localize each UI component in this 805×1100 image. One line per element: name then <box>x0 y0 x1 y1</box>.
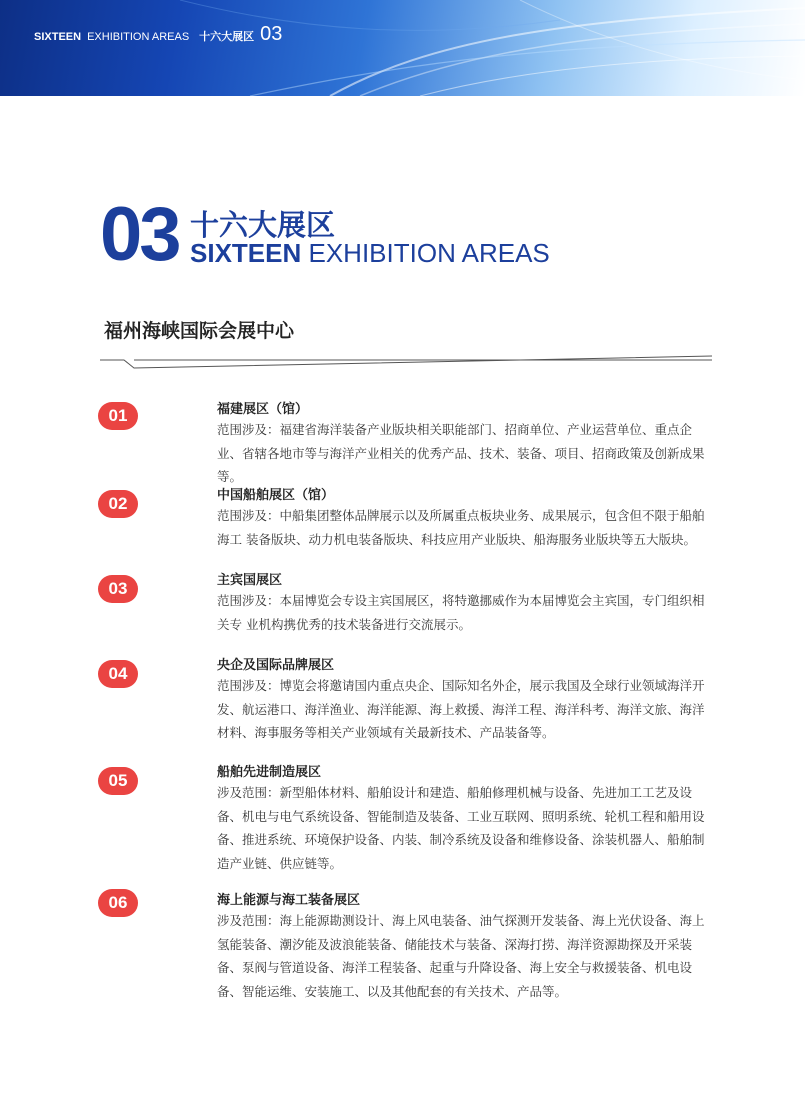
area-title: 海上能源与海工装备展区 <box>217 893 361 908</box>
area-number-badge: 05 <box>98 767 138 795</box>
area-description: 范围涉及：本届博览会专设主宾国展区，将特邀挪威作为本届博览会主宾国，专门组织相关专 业机构携优秀的技术装备进行交流展示。 <box>217 593 705 632</box>
area-description: 范围涉及：福建省海洋装备产业版块相关职能部门、招商单位、产业运营单位、重点企业、省辖各地市等与海洋产业相关的优秀产品、技术、装备、项目、招商政策及创新成果等。 <box>217 422 705 484</box>
area-number-badge: 02 <box>98 490 138 518</box>
banner-title <box>34 24 282 44</box>
area-title: 中国船舶展区（馆） <box>217 488 335 503</box>
area-description: 范围涉及：博览会将邀请国内重点央企、国际知名外企，展示我国及全球行业领域海洋开发、航运港口、海洋渔业、海洋能源、海上救援、海洋工程、海洋科考、海洋文旅、海洋材料、海事服务等相关产业领域有关最新技术、产品装备等。 <box>217 678 705 740</box>
section-title-en <box>190 238 550 269</box>
banner-wave-graphic <box>0 0 805 96</box>
area-title: 主宾国展区 <box>217 573 283 588</box>
venue-divider <box>100 350 712 370</box>
area-description: 范围涉及：中船集团整体品牌展示以及所属重点板块业务、成果展示，包含但不限于船舶海工 装备版块、动力机电装备版块、科技应用产业版块、船海服务业版块等五大版块。 <box>217 508 705 547</box>
banner-section-number: 03 <box>260 23 283 45</box>
area-number-badge: 03 <box>98 575 138 603</box>
section-number: 03 <box>100 192 179 277</box>
area-description: 涉及范围：新型船体材料、船舶设计和建造、船舶修理机械与设备、先进加工工艺及设备、机电与电气系统设备、智能制造及装备、工业互联网、照明系统、轮机工程和船用设备、推进系统、环境保护设备、内装、制冷系统及设备和维修设备、涂装机器人、船舶制造产业链、供应链等。 <box>217 785 705 871</box>
banner-title-en-strong: SIXTEEN <box>34 31 82 43</box>
area-number-badge: 06 <box>98 889 138 917</box>
section-title-en-strong: SIXTEEN <box>190 238 302 268</box>
area-number-badge: 04 <box>98 660 138 688</box>
area-description: 涉及范围：海上能源勘测设计、海上风电装备、油气探测开发装备、海上光伏设备、海上氢能装备、潮汐能及波浪能装备、储能技术与装备、深海打捞、海洋资源勘探及开采装备、泵阀与管道设备、海洋工程装备、起重与升降设备、海上安全与救援装备、机电设备、智能运维、安装施工、以及其他配套的有关技术、产品等。 <box>217 913 705 999</box>
venue-title: 福州海峡国际会展中心 <box>104 320 295 342</box>
area-title: 船舶先进制造展区 <box>217 765 322 780</box>
section-title-en-rest: EXHIBITION AREAS <box>308 238 550 268</box>
section-title-cn: 十六大展区 <box>190 208 336 242</box>
banner-title-en: EXHIBITION AREAS <box>87 31 190 43</box>
header-banner <box>0 0 805 96</box>
area-title: 福建展区（馆） <box>217 402 309 417</box>
banner-title-cn: 十六大展区 <box>199 30 255 43</box>
area-title: 央企及国际品牌展区 <box>217 658 335 673</box>
area-number-badge: 01 <box>98 402 138 430</box>
